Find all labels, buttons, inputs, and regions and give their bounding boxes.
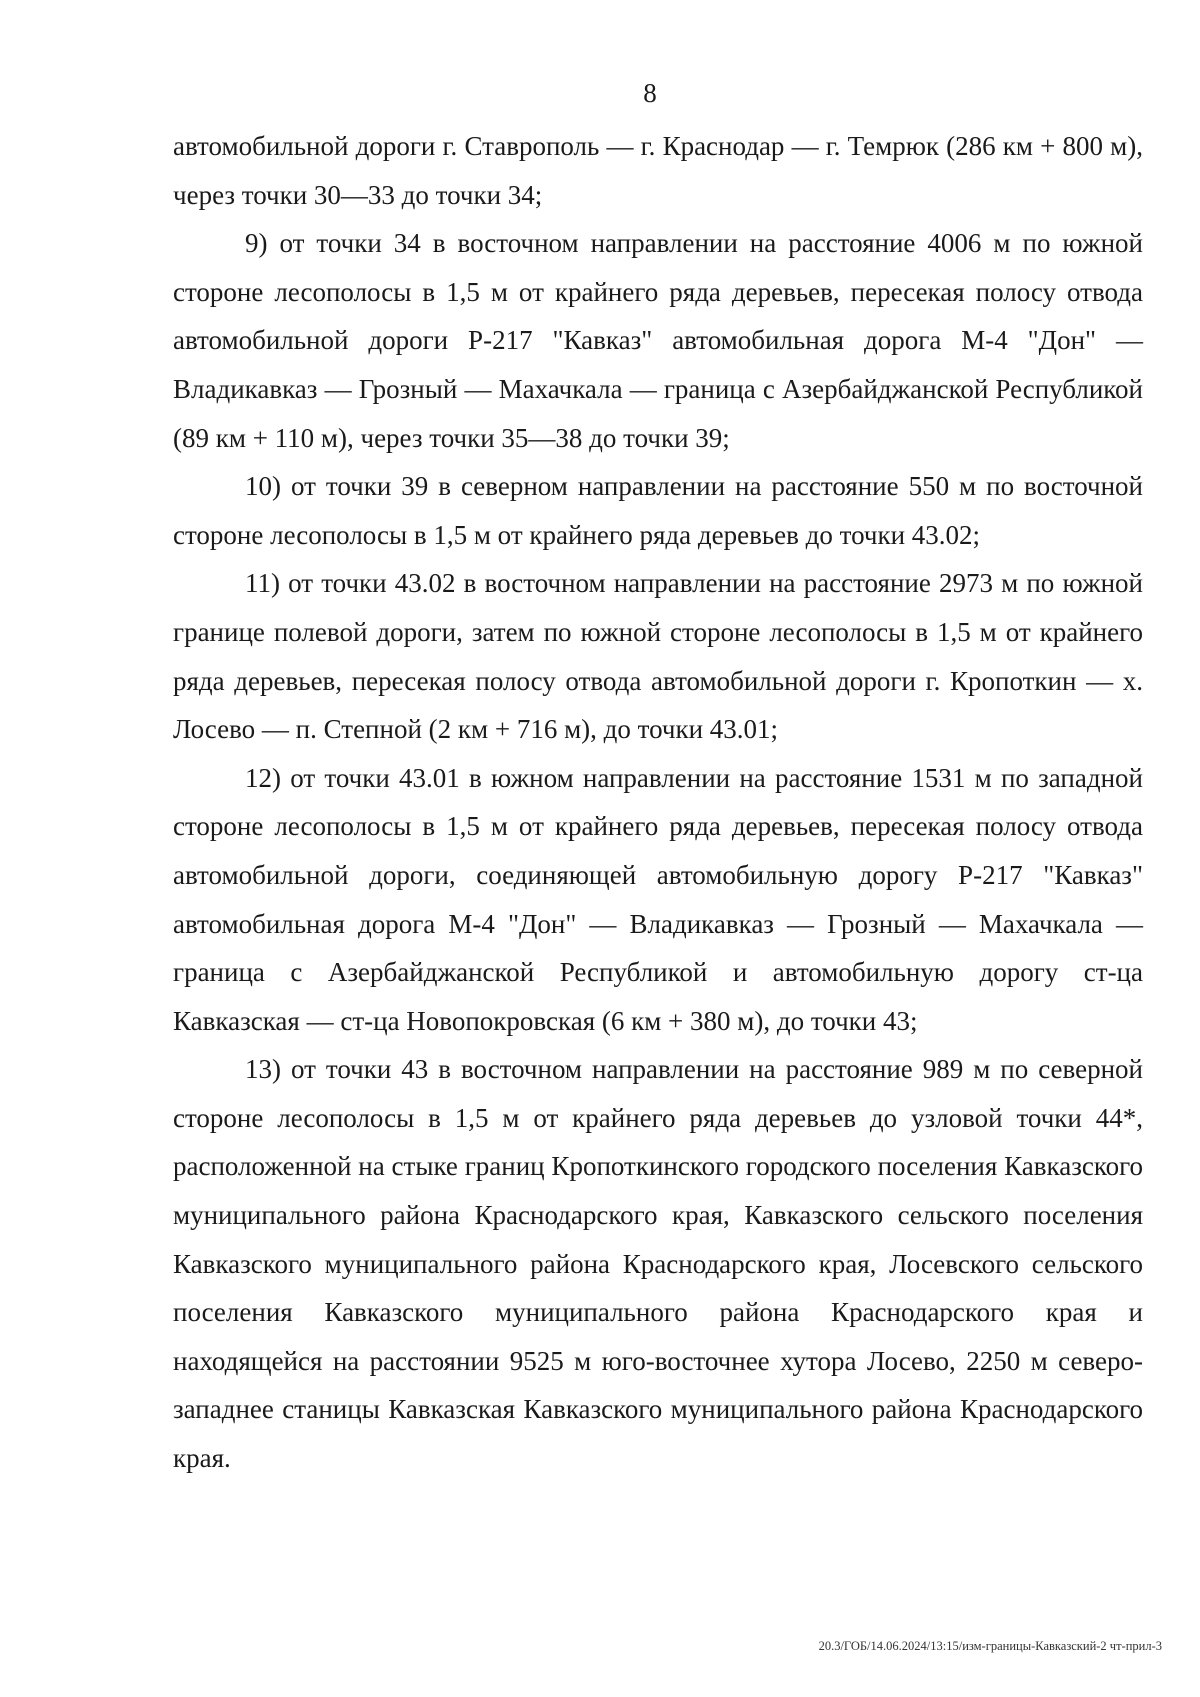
page-number: 8 xyxy=(643,78,657,108)
paragraph-item-11: 11) от точки 43.02 в восточном направлении на расстояние 2973 м по южной границе полевой дороги, затем по южной стороне лесополосы в 1,5 м от крайнего ряда деревьев, пересекая полосу отвода автомобильной дороги г. Кропоткин — х. Лосево — п. Степной (2 км + 716 м), до точки 43.01; xyxy=(173,568,1143,745)
paragraph-item-12: 12) от точки 43.01 в южном направлении на расстояние 1531 м по западной стороне лесополосы в 1,5 м от крайнего ряда деревьев, пересекая полосу отвода автомобильной дороги, соединяющей автомобильную дорогу Р-217 "Кавказ" автомобильная дорога М-4 "Дон" — Владикавказ — Грозный — Махачкала — граница с Азербайджанской Республикой и автомобильную дорогу ст-ца Кавказская — ст-ца Новопокровская (6 км + 380 м), до точки 43; xyxy=(173,762,1143,1036)
paragraph-item-9: 9) от точки 34 в восточном направлении на расстояние 4006 м по южной стороне лесополосы в 1,5 м от крайнего ряда деревьев, пересекая полосу отвода автомобильной дороги Р-217 "Кавказ" автомобильная дорога М-4 "Дон" — Владикавказ — Грозный — Махачкала — граница с Азербайджанской Республикой (89 км + 110 м), через точки 35—38 до точки 39; xyxy=(173,228,1143,453)
footer-document-code: 20.3/ГОБ/14.06.2024/13:15/изм-границы-Кавказский-2 чт-прил-3 xyxy=(818,1639,1162,1653)
paragraph-item-13: 13) от точки 43 в восточном направлении на расстояние 989 м по северной стороне лесополосы в 1,5 м от крайнего ряда деревьев до узловой точки 44*, расположенной на стыке границ Кропоткинского городского поселения Кавказского муниципального района Краснодарского края, Кавказского сельского поселения Кавказского муниципального района Краснодарского края, Лосевского сельского поселения Кавказского муниципального района Краснодарского края и находящейся на расстоянии 9525 м юго-восточнее хутора Лосево, 2250 м северо-западнее станицы Кавказская Кавказского муниципального района Краснодарского края. xyxy=(173,1054,1143,1474)
paragraph-item-10: 10) от точки 39 в северном направлении на расстояние 550 м по восточной стороне лесополосы в 1,5 м от крайнего ряда деревьев до точки 43.02; xyxy=(173,471,1143,550)
paragraph-continuation: автомобильной дороги г. Ставрополь — г. Краснодар — г. Темрюк (286 км + 800 м), через точки 30—33 до точки 34; xyxy=(173,131,1143,210)
document-body xyxy=(173,122,1143,1483)
